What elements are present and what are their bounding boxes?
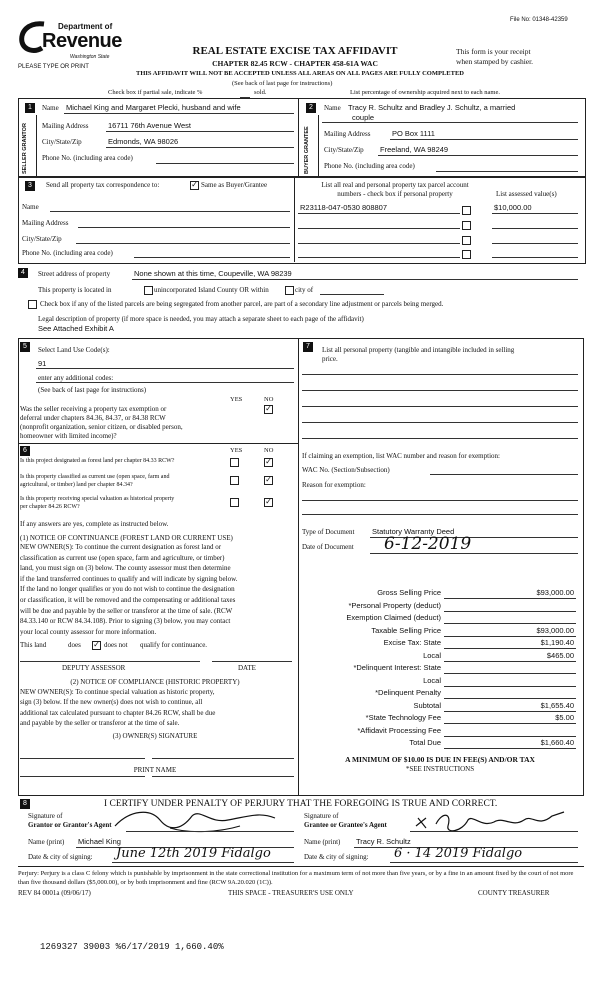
q-exempt-2: deferral under chapters 84.36, 84.37, or 84.38 RCW: [20, 414, 166, 422]
certify-statement: I CERTIFY UNDER PENALTY OF PERJURY THAT THE FOREGOING IS TRUE AND CORRECT.: [104, 799, 498, 809]
section-1-badge: 1: [25, 103, 35, 113]
partial-sale-label: Check box if partial sale, indicate %: [108, 89, 203, 96]
notice2-body-line: and payable by the seller or transferor at the time of sale.: [20, 719, 180, 728]
doc-type-label: Type of Document: [302, 528, 355, 536]
s3-name-label: Name: [22, 203, 39, 211]
section-2-badge: 2: [306, 103, 316, 113]
s3-city-label: City/State/Zip: [22, 235, 62, 243]
buyer-name-2[interactable]: couple: [352, 113, 375, 122]
tax-row-value[interactable]: $93,000.00: [536, 625, 574, 635]
buyer-city[interactable]: Freeland, WA 98249: [380, 145, 449, 154]
forest-no-checkbox[interactable]: ✓: [265, 457, 272, 466]
tax-row-label: *State Technology Fee: [365, 713, 441, 722]
grantor-date-city[interactable]: June 12th 2019 Fidalgo: [116, 846, 271, 861]
form-chapter: CHAPTER 82.45 RCW - CHAPTER 458-61A WAC: [212, 59, 378, 68]
section-5-badge: 5: [20, 342, 30, 352]
section-6-badge: 6: [20, 446, 30, 456]
s5-no: NO: [264, 396, 274, 403]
grantor-name-label: Name (print): [28, 838, 65, 846]
tax-row-value[interactable]: $93,000.00: [536, 588, 574, 597]
notice2-body-line: additional tax calculated pursuant to chapter 84.26 RCW, shall be due: [20, 708, 216, 717]
does-label: does: [68, 641, 81, 649]
buyer-name-label: Name: [324, 104, 341, 112]
grantee-sig-label: Signature of: [304, 812, 339, 820]
q-current-use-a: Is this property classified as current use (open space, farm and: [20, 474, 170, 480]
buyer-phone-label: Phone No. (including area code): [324, 162, 415, 170]
street-address[interactable]: None shown at this time, Coupeville, WA 98239: [134, 269, 292, 278]
tax-row-label: *Delinquent Interest: State: [353, 663, 441, 672]
unincorporated-label: unincorporated Island County OR within: [154, 286, 269, 294]
section-4-badge: 4: [18, 268, 28, 278]
grantor-sig-label: Signature of: [28, 812, 63, 820]
tax-row-value[interactable]: $1,190.40: [540, 638, 574, 647]
warning: THIS AFFIDAVIT WILL NOT BE ACCEPTED UNLESS ALL AREAS ON ALL PAGES ARE FULLY COMPLETED: [136, 70, 464, 77]
section-3-badge: 3: [25, 181, 35, 191]
tax-row-value[interactable]: $1,655.40: [540, 700, 574, 710]
rev-number: REV 84 0001a (09/06/17): [18, 889, 91, 897]
q-current-use-b: agricultural, or timber) land per chapter 84.34?: [20, 482, 133, 488]
form-title: REAL ESTATE EXCISE TAX AFFIDAVIT: [192, 45, 398, 57]
notice1-body-line: land, you must sign on (3) below. The county assessor must then determine: [20, 564, 231, 573]
q-exempt-4: homeowner with limited income)?: [20, 432, 117, 440]
perjury-notice: Perjury: Perjury is a class C felony which is punishable by imprisonment in the state correctional institution for a maximum term of not more than five years, or by a fine in an amount fixed by the court of not more than five thousand dollars ($5,000.00), or by both imprisonment and fine (RCW 9A.20.020 (1C)).: [18, 870, 574, 886]
logo-state: Washington State: [70, 54, 110, 60]
doc-date-label: Date of Document: [302, 543, 354, 551]
notice1-body-line: or classification, it will be removed and the compensating or additional taxes: [20, 596, 236, 604]
receipt-note-1: This form is your receipt: [456, 47, 531, 56]
current-use-no-checkbox[interactable]: ✓: [265, 475, 272, 484]
wac-claim-label: If claiming an exemption, list WAC number and reason for exemption:: [302, 452, 500, 460]
notice1-body-line: 84.33.140 or RCW 84.34.108). Prior to signing (3) below, you may contact: [20, 617, 231, 626]
tax-row-label: Total Due: [409, 738, 441, 747]
buyer-grantee-label: BUYER GRANTEE: [304, 126, 310, 174]
grantor-name[interactable]: Michael King: [78, 837, 121, 846]
does-not-checkbox[interactable]: ✓: [93, 640, 100, 649]
s3-phone-label: Phone No. (including area code): [22, 249, 113, 257]
minimum-due: A MINIMUM OF $10.00 IS DUE IN FEE(S) AND/OR TAX: [345, 755, 535, 764]
land-use-code[interactable]: 91: [38, 359, 47, 368]
list-personal-1: List all personal property (tangible and intangible included in selling: [322, 346, 515, 354]
s5-yes: YES: [230, 396, 243, 403]
segregated-checkbox[interactable]: [28, 300, 37, 309]
q-forest: Is this project designated as forest land per chapter 84.33 RCW?: [20, 458, 175, 464]
logo-dept-of: Department of: [58, 22, 113, 31]
tax-row-label: Taxable Selling Price: [371, 625, 441, 635]
legal-desc-value[interactable]: See Attached Exhibit A: [38, 324, 114, 333]
logo-revenue: Revenue: [42, 30, 122, 52]
unincorporated-checkbox[interactable]: [144, 286, 153, 295]
tax-row-label: *Affidavit Processing Fee: [357, 725, 441, 735]
street-label: Street address of property: [38, 270, 111, 278]
q-historic-b: per chapter 84.26 RCW?: [20, 504, 80, 510]
notice1-body-line: classification as current use (open space, farm and agriculture, or timber): [20, 553, 225, 562]
segregated-label: Check box if any of the listed parcels are being segregated from another parcel, are part of a secondary line adjustment or parcels being merged.: [40, 300, 444, 308]
treasurer-space: THIS SPACE - TREASURER'S USE ONLY: [228, 889, 354, 897]
q-exempt-1: Was the seller receiving a property tax exemption or: [20, 405, 167, 413]
buyer-address-label: Mailing Address: [324, 130, 371, 138]
forest-yes-checkbox[interactable]: [230, 458, 239, 467]
treasurer-stamp: 1269327 39003 %6/17/2019 1,660.40%: [40, 942, 224, 952]
parcel-header-2: numbers - check box if personal property: [337, 190, 453, 198]
if-yes-label: If any answers are yes, complete as instructed below.: [20, 520, 169, 528]
seller-city[interactable]: Edmonds, WA 98026: [108, 137, 179, 146]
seller-address[interactable]: 16711 76th Avenue West: [108, 121, 191, 130]
qualify-label: qualify for continuance.: [140, 641, 208, 649]
owner-signature-label: (3) OWNER(S) SIGNATURE: [112, 732, 198, 740]
tax-row-label: Gross Selling Price: [377, 588, 441, 597]
tax-row-label: Local: [423, 650, 441, 660]
section-7-badge: 7: [303, 342, 313, 352]
seller-address-label: Mailing Address: [42, 122, 89, 130]
ownership-pct: List percentage of ownership acquired next to each name.: [350, 89, 500, 96]
notice1-body-line: your local county assessor for more information.: [20, 627, 157, 636]
doc-type[interactable]: Statutory Warranty Deed: [372, 527, 455, 536]
wac-no-label: WAC No. (Section/Subsection): [302, 466, 390, 474]
section-8-badge: 8: [20, 799, 30, 809]
historic-yes-checkbox[interactable]: [230, 498, 239, 507]
s3-address-label: Mailing Address: [22, 219, 69, 227]
tax-row-label: *Delinquent Penalty: [375, 688, 441, 697]
tax-row-label: Excise Tax: State: [383, 638, 441, 647]
tax-row-value[interactable]: $5.00: [555, 713, 574, 722]
deputy-assessor-label: DEPUTY ASSESSOR: [62, 664, 126, 672]
land-use-label: Select Land Use Code(s):: [38, 346, 110, 354]
located-in-label: This property is located in: [38, 286, 112, 294]
parcel-1-personal-checkbox[interactable]: [462, 206, 471, 215]
s6-no: NO: [264, 447, 274, 454]
this-land-label: This land: [20, 641, 47, 649]
send-correspondence-label: Send all property tax correspondence to:: [46, 181, 160, 189]
list-personal-2: price.: [322, 355, 338, 363]
date-label: DATE: [238, 664, 256, 672]
additional-codes-label: enter any additional codes:: [38, 374, 114, 382]
see-instructions: *SEE INSTRUCTIONS: [405, 765, 475, 773]
buyer-address[interactable]: PO Box 1111: [392, 129, 435, 138]
city-of-label: city of: [295, 286, 314, 294]
assessed-value-1[interactable]: $10,000.00: [494, 203, 532, 212]
city-of-checkbox[interactable]: [285, 286, 294, 295]
tax-row-label: Local: [423, 675, 441, 685]
notice2-body-line: NEW OWNER(S): To continue special valuation as historic property,: [20, 688, 215, 696]
exempt-no-checkbox[interactable]: ✓: [265, 404, 272, 413]
department-of-revenue-logo: [18, 20, 128, 62]
sold-label: sold.: [254, 89, 267, 96]
notice1-title: (1) NOTICE OF CONTINUANCE (FOREST LAND OR CURRENT USE): [20, 534, 233, 542]
tax-row-value[interactable]: $1,660.40: [540, 738, 574, 747]
seller-city-label: City/State/Zip: [42, 138, 82, 146]
tax-row-label: Subtotal: [413, 700, 441, 710]
buyer-city-label: City/State/Zip: [324, 146, 364, 154]
seller-name[interactable]: Michael King and Margaret Plecki, husband and wife: [66, 103, 241, 112]
notice1-body-line: if the land transferred continues to qualify and will indicate by signing below.: [20, 574, 238, 583]
historic-no-checkbox[interactable]: ✓: [265, 497, 272, 506]
see-back: (See back of last page for instructions): [232, 80, 333, 87]
notice2-body-line: sign (3) below. If the new owner(s) does not wish to continue, all: [20, 698, 203, 707]
grantor-agent-label: Grantor or Grantor's Agent: [28, 821, 112, 829]
doc-date[interactable]: 6-12-2019: [384, 534, 472, 554]
buyer-name-1[interactable]: Tracy R. Schultz and Bradley J. Schultz, a married: [348, 103, 516, 112]
grantee-name-label: Name (print): [304, 838, 341, 846]
tax-row-label: *Personal Property (deduct): [348, 600, 441, 610]
tax-row-label: Exemption Claimed (deduct): [346, 613, 441, 622]
reason-label: Reason for exemption:: [302, 481, 366, 489]
print-name-label: PRINT NAME: [133, 766, 177, 774]
s5-see-back: (See back of last page for instructions): [38, 386, 147, 394]
grantee-date-city[interactable]: 6 · 14 2019 Fidalgo: [394, 846, 523, 861]
file-number: File No: 01348-42359: [510, 17, 568, 23]
seller-name-label: Name: [42, 104, 59, 112]
notice1-body-line: will be due and payable by the seller or transferor at the time of sale. (RCW: [20, 606, 233, 615]
parcel-2-personal-checkbox[interactable]: [462, 221, 471, 230]
tax-row-value[interactable]: $465.00: [546, 650, 574, 660]
s6-yes: YES: [230, 447, 243, 454]
receipt-note-2: when stamped by cashier.: [456, 57, 534, 66]
parcel-3-personal-checkbox[interactable]: [462, 236, 471, 245]
current-use-yes-checkbox[interactable]: [230, 476, 239, 485]
same-as-buyer-label: Same as Buyer/Grantee: [201, 181, 268, 189]
parcel-header-1: List all real and personal property tax parcel account: [321, 181, 469, 189]
q-exempt-3: (nonprofit organization, senior citizen, or disabled person,: [20, 423, 183, 431]
does-not-label: does not: [104, 641, 128, 649]
grantee-signature-icon[interactable]: [412, 808, 572, 838]
assessed-header: List assessed value(s): [496, 190, 557, 198]
grantee-agent-label: Grantee or Grantee's Agent: [304, 821, 387, 829]
grantor-date-label: Date & city of signing:: [28, 853, 93, 861]
grantee-name[interactable]: Tracy R. Schultz: [356, 837, 411, 846]
same-as-buyer-checkbox[interactable]: ✓: [191, 180, 198, 189]
please-type: PLEASE TYPE OR PRINT: [18, 64, 89, 70]
seller-grantor-label: SELLER GRANTOR: [22, 123, 28, 174]
notice1-body-line: If the land no longer qualifies or you do not wish to continue the designation: [20, 585, 235, 594]
seller-phone-label: Phone No. (including area code): [42, 154, 133, 162]
grantee-date-label: Date & city of signing:: [304, 853, 369, 861]
q-historic-a: Is this property receiving special valuation as historical property: [20, 496, 175, 502]
legal-desc-label: Legal description of property (if more space is needed, you may attach a separate sheet to each page of the affidavit): [38, 315, 364, 323]
parcel-4-personal-checkbox[interactable]: [462, 250, 471, 259]
notice2-title: (2) NOTICE OF COMPLIANCE (HISTORIC PROPERTY): [70, 678, 240, 686]
notice1-body-line: NEW OWNER(S): To continue the current designation as forest land or: [20, 543, 222, 551]
county-treasurer: COUNTY TREASURER: [478, 889, 550, 897]
parcel-number-1[interactable]: R23118-047-0530 808807: [300, 203, 388, 212]
